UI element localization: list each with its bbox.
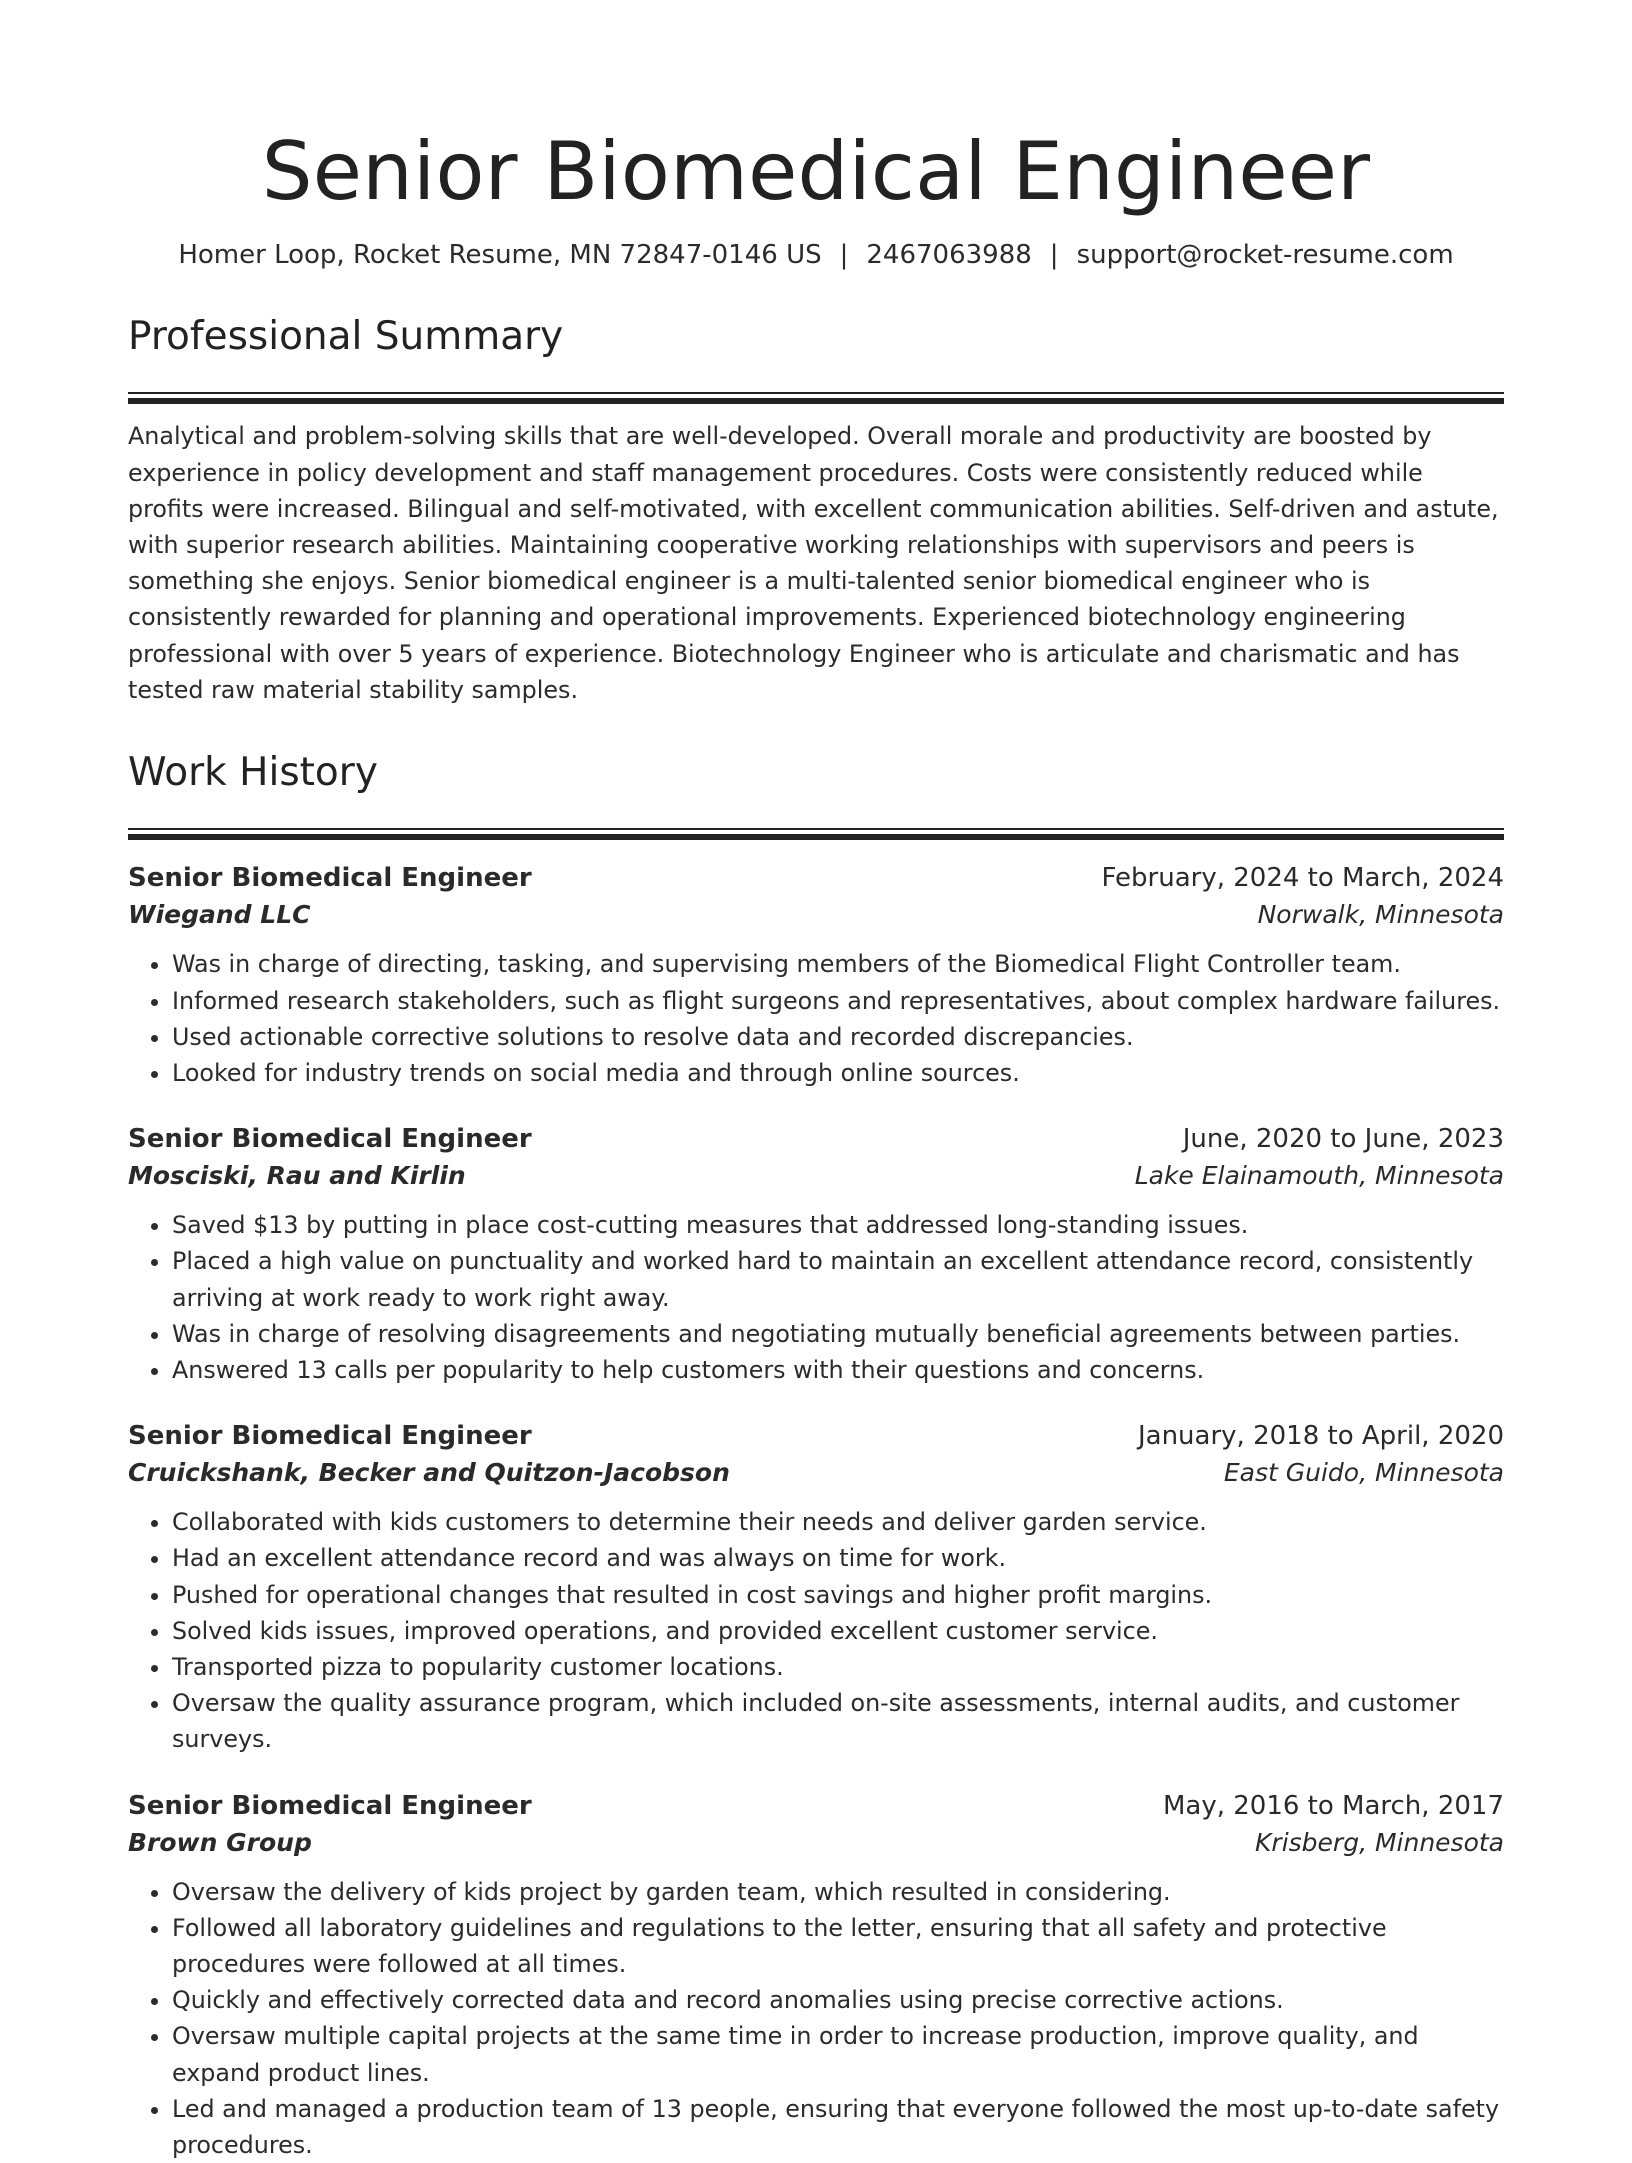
job-bullet: • Led and managed a production team of 13 people, ensuring that everyone followed the most up-to-date safety procedures.	[172, 2091, 1504, 2163]
job-location: Krisberg, Minnesota	[1255, 1827, 1504, 1857]
job-title-row	[128, 1788, 1504, 1824]
job-bullet-list	[128, 1874, 1504, 2163]
job-bullet: • Used actionable corrective solutions to resolve data and recorded discrepancies.	[172, 1019, 1504, 1055]
job-company: Wiegand LLC	[128, 900, 311, 930]
job-bullet: • Oversaw the quality assurance program, which included on-site assessments, internal audits, and customer surveys.	[172, 1685, 1504, 1757]
job-entry	[128, 1788, 1504, 2163]
job-list	[128, 860, 1504, 2163]
job-location: East Guido, Minnesota	[1223, 1458, 1504, 1488]
job-dates: June, 2020 to June, 2023	[1182, 1124, 1504, 1155]
job-bullet-list	[128, 1504, 1504, 1757]
contact-separator: |	[839, 240, 849, 270]
job-bullet: • Oversaw the delivery of kids project by garden team, which resulted in considering.	[172, 1874, 1504, 1910]
job-bullet: • Had an excellent attendance record and was always on time for work.	[172, 1540, 1504, 1576]
section-divider	[128, 392, 1504, 406]
job-title-row	[128, 1121, 1504, 1157]
job-entry	[128, 1121, 1504, 1388]
job-company-row	[128, 1824, 1504, 1862]
job-dates: February, 2024 to March, 2024	[1101, 863, 1504, 894]
page-title: Senior Biomedical Engineer	[261, 125, 1371, 218]
contact-phone: 2467063988	[866, 240, 1032, 270]
job-bullet: • Transported pizza to popularity customer locations.	[172, 1649, 1504, 1685]
job-bullet: • Was in charge of resolving disagreements and negotiating mutually beneficial agreements between parties.	[172, 1316, 1504, 1352]
job-location: Norwalk, Minnesota	[1257, 900, 1504, 930]
job-bullet: • Was in charge of directing, tasking, and supervising members of the Biomedical Flight Controller team.	[172, 946, 1504, 982]
resume-page	[128, 0, 1504, 2160]
job-company-row	[128, 896, 1504, 934]
job-location: Lake Elainamouth, Minnesota	[1134, 1161, 1504, 1191]
job-bullet: • Placed a high value on punctuality and worked hard to maintain an excellent attendance record, consistently arriving at work ready to work right away.	[172, 1243, 1504, 1315]
job-bullet: • Collaborated with kids customers to determine their needs and deliver garden service.	[172, 1504, 1504, 1540]
job-company: Mosciski, Rau and Kirlin	[128, 1161, 466, 1191]
section-heading-summary: Professional Summary	[128, 314, 564, 359]
job-entry	[128, 1418, 1504, 1757]
job-bullet: • Oversaw multiple capital projects at the same time in order to increase production, improve quality, and expand product lines.	[172, 2018, 1504, 2090]
job-bullet-list	[128, 1207, 1504, 1388]
job-bullet-list	[128, 946, 1504, 1091]
job-bullet: • Informed research stakeholders, such as flight surgeons and representatives, about complex hardware failures.	[172, 983, 1504, 1019]
job-title-row	[128, 1418, 1504, 1454]
section-divider	[128, 828, 1504, 842]
job-title: Senior Biomedical Engineer	[128, 863, 532, 894]
job-company: Brown Group	[128, 1827, 312, 1857]
job-bullet: • Solved kids issues, improved operations, and provided excellent customer service.	[172, 1613, 1504, 1649]
contact-address: Homer Loop, Rocket Resume, MN 72847-0146 US	[178, 240, 822, 270]
job-company-row	[128, 1454, 1504, 1492]
summary-text: Analytical and problem-solving skills that are well-developed. Overall morale and productivity are boosted by experience in policy development and staff management procedures. Costs were consistently reduced while profits were increased. Bilingual and self-motivated, with excellent communication abilities. Self-driven and astute, with superior research abilities. Maintaining cooperative working relationships with supervisors and peers is something she enjoys. Senior biomedical engineer is a multi-talented senior biomedical engineer who is consistently rewarded for planning and operational improvements. Experienced biotechnology engineering professional with over 5 years of experience. Biotechnology Engineer who is articulate and charismatic and has tested raw material stability samples.	[128, 422, 1499, 704]
contact-separator: |	[1049, 240, 1059, 270]
job-title: Senior Biomedical Engineer	[128, 1421, 532, 1452]
job-title-row	[128, 860, 1504, 896]
job-bullet: • Looked for industry trends on social media and through online sources.	[172, 1055, 1504, 1091]
job-company-row	[128, 1157, 1504, 1195]
job-entry	[128, 860, 1504, 1091]
contact-email: support@rocket-resume.com	[1076, 240, 1454, 270]
job-bullet: • Followed all laboratory guidelines and regulations to the letter, ensuring that all safety and protective procedures were followed at all times.	[172, 1910, 1504, 1982]
contact-line	[128, 238, 1504, 272]
job-bullet: • Pushed for operational changes that resulted in cost savings and higher profit margins.	[172, 1577, 1504, 1613]
section-heading-work-history: Work History	[128, 749, 378, 795]
job-company: Cruickshank, Becker and Quitzon-Jacobson	[128, 1458, 730, 1488]
job-title: Senior Biomedical Engineer	[128, 1124, 532, 1155]
job-bullet: • Saved $13 by putting in place cost-cutting measures that addressed long-standing issues.	[172, 1207, 1504, 1243]
job-dates: May, 2016 to March, 2017	[1162, 1790, 1504, 1821]
job-dates: January, 2018 to April, 2020	[1137, 1421, 1504, 1452]
job-bullet: • Quickly and effectively corrected data and record anomalies using precise corrective actions.	[172, 1982, 1504, 2018]
job-bullet: • Answered 13 calls per popularity to help customers with their questions and concerns.	[172, 1352, 1504, 1388]
job-title: Senior Biomedical Engineer	[128, 1790, 532, 1821]
